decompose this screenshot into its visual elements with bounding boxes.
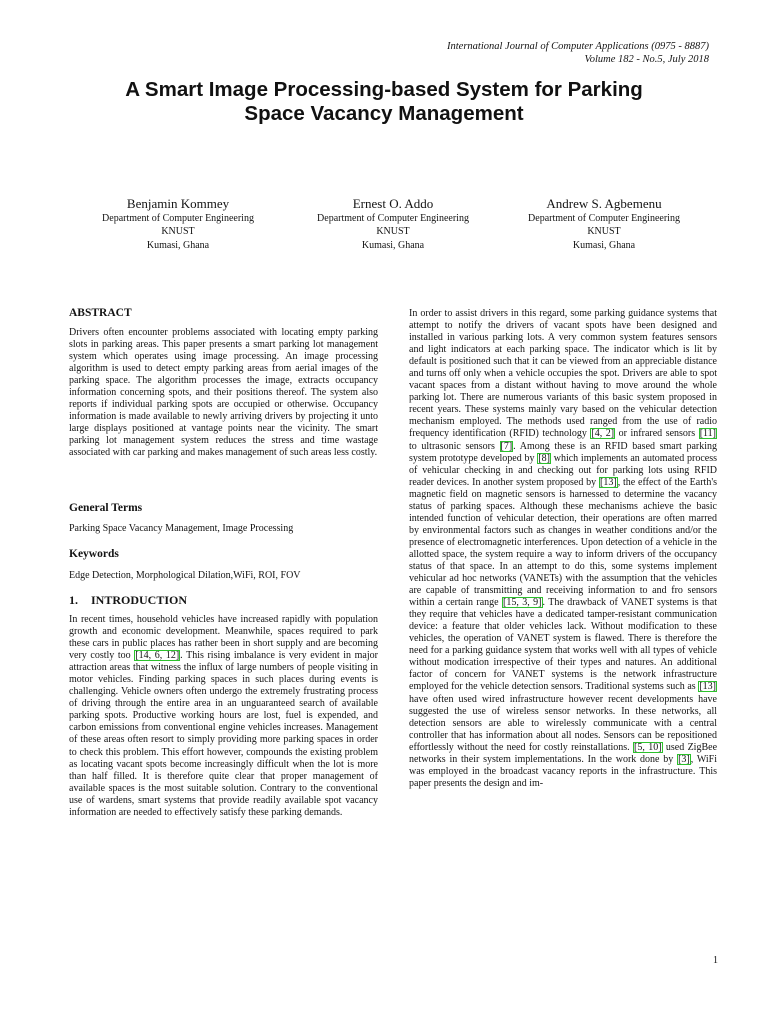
- citation-link[interactable]: [4, 2]: [591, 428, 615, 440]
- author-department: Department of Computer Engineering: [528, 213, 680, 224]
- text-run: have often used wired infrastructure however recent developments have suggested the use of wireless sensor networks. In these networks, all detection sensors are able to wirelessly communicate with a central controller that has information about all nodes. Sensors can be repositioned effortlessly without the need for costly reinstallations.: [409, 693, 717, 753]
- title-line-2: Space Vacancy Management: [244, 102, 524, 125]
- text-run: which implements an automated process of vehicular checking in and checking out for parking lots using RFID reader devices. In another system proposed by: [409, 452, 717, 488]
- citation-link[interactable]: [3]: [678, 753, 690, 765]
- author-city: Kumasi, Ghana: [361, 239, 425, 251]
- paper-title: [60, 78, 708, 126]
- author-institution: KNUST: [376, 226, 410, 238]
- author-name: Ernest O. Addo: [352, 196, 434, 211]
- citation-link[interactable]: [8]: [538, 452, 550, 464]
- text-run: . Among these is an RFID based smart parking system prototype developed by: [409, 440, 717, 464]
- text-run: . The drawback of VANET systems is that they require that vehicles have a dedicated tamper-resistant communication device: a feature that older vehicles lack. Without modification to these vehicles, the operation of VANET system is flawed. There is therefore the need for a parking guidance system that works well with all types of vehicle without modication irrespective of their types and natures. An additional factor of concern for VANET systems is the network infrastructure employed for the vehicle detection sensors. Traditional systems such as: [409, 597, 717, 693]
- text-run: to ultrasonic sensors: [409, 440, 500, 452]
- page-number: 1: [713, 955, 718, 966]
- text-run: , WiFi was employed in the broadcast vacancy reports in the infrastructure. This paper presents the design and im-: [409, 753, 717, 789]
- author-city: Kumasi, Ghana: [572, 239, 636, 251]
- section-title: INTRODUCTION: [91, 593, 188, 607]
- author-institution: KNUST: [161, 226, 195, 238]
- general-terms-text: Parking Space Vacancy Management, Image Processing: [69, 523, 294, 534]
- author-city: Kumasi, Ghana: [146, 239, 210, 251]
- text-run: In order to assist drivers in this regard, some parking guidance systems that attempt to notify the drivers of vacant spots have been designed and installed in various parking lots. A very common system features sensors and light indicators at each parking space. The indicator which is lit by default is positioned such that it can be viewed from an appreciable distance and turns off only when a vehicle occupies the spot. Drivers are able to spot vacant spaces from a distant without having to move around the whole parking lot. There are numerous variants of this basic system proposed in recent years. These systems mainly vary based on the vehicular detection mechanism employed. The methods used ranged from the use of radio frequency identification (RFID) technology: [409, 308, 717, 440]
- author-department: Department of Computer Engineering: [102, 213, 254, 224]
- section-number: 1.: [69, 593, 78, 607]
- citation-link[interactable]: [15, 3, 9]: [503, 597, 542, 609]
- introduction-paragraph-continued: [409, 308, 717, 790]
- author-name: Benjamin Kommey: [126, 196, 230, 211]
- keywords-heading: Keywords: [69, 548, 119, 560]
- general-terms-heading: General Terms: [69, 502, 143, 514]
- abstract-heading: ABSTRACT: [69, 307, 132, 319]
- citation-link[interactable]: [7]: [500, 440, 513, 452]
- author-block: [283, 195, 503, 252]
- citation-link[interactable]: [11]: [699, 428, 717, 440]
- abstract-text: Drivers often encounter problems associated with locating empty parking slots in parking areas. This paper presents a smart parking lot management system which operates using image processing. An image processing algorithm is used to detect empty parking areas from aerial images of the parking space. The algorithm processes the image, extracts occupancy information concerning spots, and their positions thereof. The system also reports if individual parking spots are occupied or otherwise. Occupancy information is made available to newly arriving drivers by projecting it unto large displays positioned at vantage points near the vicinity. The smart parking lot management system reduces the stress and time wastage associated with car parking and makes management of such areas less costly.: [69, 327, 378, 459]
- citation-link[interactable]: [13]: [600, 476, 617, 488]
- citation-link[interactable]: [14, 6, 12]: [135, 650, 180, 662]
- citation-link[interactable]: [13]: [699, 681, 716, 693]
- text-run: . This rising imbalance is very evident in major attraction areas that witness the influx of large numbers of people visiting in motor vehicles. Finding parking spaces in such places during events is challenging. Vehicle owners often undergo the extremely frustrating process of driving through the entire area in an unguaranteed search of available parking spots. Productive working hours are lost, fuel is expended, and carbon emissions from conventional engine vehicles increases. Management of these areas often resort to simply providing more parking spaces in order to check this problem. This effort however, compounds the existing problem as locating vacant spots become increasingly difficult when the lot is more than half filled. It is therefore quite clear that proper management of available spaces is the most suitable solution. Contrary to the conventional use of wardens, smart systems that provide readily available spot vacancy information are needed to effectively satisfy these parking demands.: [69, 650, 378, 818]
- author-department: Department of Computer Engineering: [317, 213, 469, 224]
- author-name: Andrew S. Agbemenu: [546, 196, 662, 211]
- author-block: [494, 195, 714, 252]
- text-run: In recent times, household vehicles have increased rapidly with population growth and economic development. Meanwhile, spaces required to park these cars in public places has rather been in short supply and are becoming very costly too: [69, 614, 378, 662]
- introduction-heading: [69, 593, 187, 607]
- text-run: or infrared sensors: [615, 428, 699, 440]
- citation-link[interactable]: [5, 10]: [634, 741, 662, 753]
- text-run: used ZigBee networks in their system implementations. In the work done by: [409, 741, 718, 765]
- introduction-paragraph: [69, 614, 378, 819]
- text-run: , the effect of the Earth's magnetic field on magnetic sensors is harnessed to determine the vacancy status of parking spaces. Although these mechanisms achieve the basic intended function of vehicular detection, their operations are often marred by environmental factors such as changes in weather conditions and/or the presence of electromagnetic interferences. Upon detection of a vehicle in the allotted space, the system require a way to inform drivers of the occupancy status of that space. In an attempt to do this, some systems implement vehicular ad hoc networks (VANETs) with the assumption that the vehicles are capable of transmitting and receiving information to and fro sensors within a certain range: [409, 476, 718, 609]
- keywords-text: Edge Detection, Morphological Dilation,WiFi, ROI, FOV: [69, 570, 301, 581]
- author-institution: KNUST: [587, 226, 621, 238]
- journal-volume: Volume 182 - No.5, July 2018: [584, 54, 709, 65]
- title-line-1: A Smart Image Processing-based System for Parking: [125, 78, 643, 101]
- author-block: [68, 195, 288, 252]
- journal-name: International Journal of Computer Applications (0975 - 8887): [447, 41, 709, 52]
